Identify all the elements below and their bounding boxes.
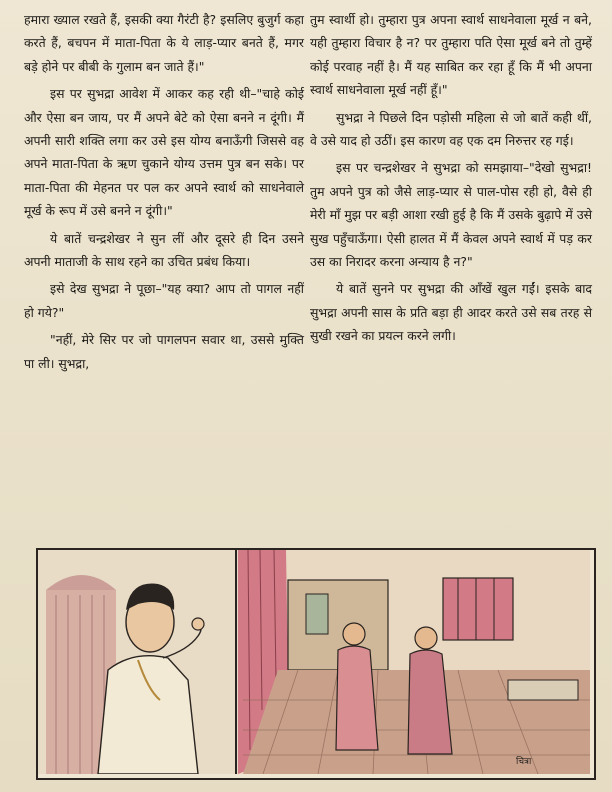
story-illustration bbox=[36, 548, 596, 780]
artist-signature: चित्रा bbox=[516, 757, 532, 767]
paragraph: ये बातें चन्द्रशेखर ने सुन लीं और दूसरे ही दिन उसने अपनी माताजी के साथ रहने का उचित प्रबंध किया। bbox=[24, 230, 304, 270]
left-text-column bbox=[24, 8, 304, 375]
bench bbox=[508, 680, 578, 700]
paragraph: सुभद्रा ने पिछले दिन पड़ोसी महिला से जो बातें कही थीं, वे उसे याद हो उठीं। इस कारण वह एक दम निरुत्तर रह गई। bbox=[310, 109, 592, 149]
illustration-drawing bbox=[38, 550, 590, 774]
right-text-column bbox=[310, 8, 592, 348]
paragraph: इस पर चन्द्रशेखर ने सुभद्रा को समझाया–"देखो सुभद्रा! तुम अपने पुत्र को जैसे लाड़-प्यार से पाल-पोस रही हो, वैसे ही मेरी माँ मुझ पर बड़ी आशा रखी हुई है कि मैं उसके बुढ़ापे में उसे सुख पहुँचाऊँगा। ऐसी हालत में मैं केवल अपने स्वार्थ में पड़ कर उस का निरादर करना अन्याय है न?" bbox=[310, 160, 592, 270]
paragraph: ये बातें सुनने पर सुभद्रा की आँखें खुल गईं। इसके बाद सुभद्रा अपनी सास के प्रति बड़ा ही आदर करते उसे सब तरह से सुखी रखने का प्रयत्न करने लगी। bbox=[310, 281, 592, 344]
hanging-cradle bbox=[306, 594, 328, 634]
paragraph: इस पर सुभद्रा आवेश में आकर कह रही थी–"चाहे कोई और ऐसा बन जाय, पर मैं अपने बेटे को ऐसा बनने न दूंगी। मैं अपनी सारी शक्ति लगा कर उसे इस योग्य बनाऊँगी जिससे वह अपने माता-पिता के ऋण चुकाने योग्य उत्तम पुत्र बन सके। पर माता-पिता की मेहनत पर पल कर अपने स्वार्थ को साधनेवाले मूर्ख के रूप में उसे बनने न दूंगी।" bbox=[24, 86, 304, 219]
paragraph: "नहीं, मेरे सिर पर जो पागलपन सवार था, उससे मुक्ति पा ली। सुभद्रा, bbox=[24, 332, 304, 371]
paragraph: इसे देख सुभद्रा ने पूछा–"यह क्या? आप तो पागल नहीं हो गये?" bbox=[24, 281, 304, 320]
paragraph: हमारा ख्याल रखते हैं, इसकी क्या गैरंटी है? इसलिए बुजुर्ग कहा करते हैं, बचपन में माता-पिता के ये लाड़-प्यार बनते हैं, मगर बड़े होने पर बीबी के गुलाम बन जाते हैं।" bbox=[24, 12, 304, 74]
paragraph: तुम स्वार्थी हो। तुम्हारा पुत्र अपना स्वार्थ साधनेवाला मूर्ख न बने, यही तुम्हारा विचार है न? पर तुम्हारा पति ऐसा मूर्ख बने तो तुम्हें कोई परवाह नहीं है। मैं यह साबित कर रहा हूँ कि मैं भी अपना स्वार्थ साधनेवाला मूर्ख नहीं हूँ।" bbox=[310, 12, 592, 98]
window bbox=[443, 578, 513, 640]
